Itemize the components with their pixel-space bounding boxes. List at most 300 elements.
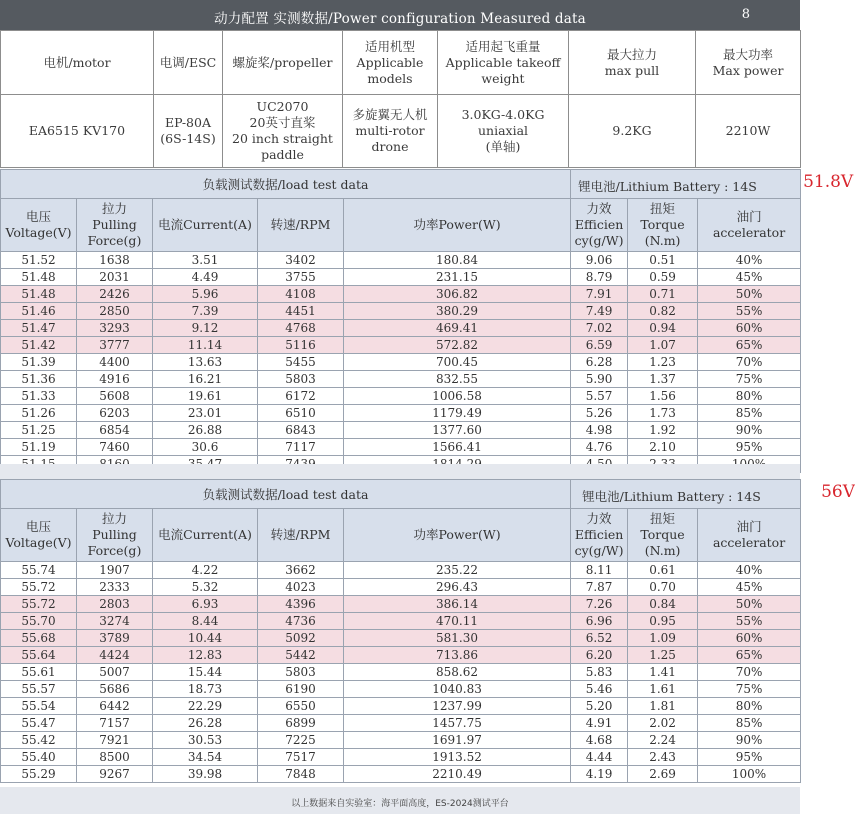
cell-line: 适用机型 xyxy=(364,38,415,54)
propeller-value xyxy=(223,95,343,168)
cell-line: 20英寸直桨 xyxy=(249,115,316,130)
cell-line: Pulling xyxy=(92,527,137,542)
cell-line: (N.m) xyxy=(644,233,681,248)
pulling-force-cell: 3777 xyxy=(77,337,153,354)
pulling-force-cell: 2031 xyxy=(77,269,153,286)
current-cell: 13.63 xyxy=(153,354,258,371)
cell-line: cy(g/W) xyxy=(574,543,624,558)
pulling-force-column-header xyxy=(77,509,153,562)
efficiency-cell: 8.79 xyxy=(571,269,628,286)
power-cell: 1913.52 xyxy=(344,749,571,766)
cell-line: 螺旋桨/propeller xyxy=(232,54,333,70)
rpm-cell: 4108 xyxy=(258,286,344,303)
rpm-cell: 3402 xyxy=(258,252,344,269)
efficiency-cell: 8.11 xyxy=(571,562,628,579)
power-cell: 1457.75 xyxy=(344,715,571,732)
torque-cell: 0.71 xyxy=(628,286,698,303)
motor-value xyxy=(1,95,154,168)
rpm-cell: 5803 xyxy=(258,664,344,681)
torque-cell: 1.25 xyxy=(628,647,698,664)
throttle-cell: 100% xyxy=(698,766,801,783)
efficiency-cell: 6.96 xyxy=(571,613,628,630)
throttle-cell: 70% xyxy=(698,664,801,681)
cell-line: (单轴) xyxy=(485,139,521,154)
table-row xyxy=(1,681,801,698)
rpm-cell: 7117 xyxy=(258,439,344,456)
table-row xyxy=(1,766,801,783)
voltage-cell: 51.47 xyxy=(1,320,77,337)
configuration-header-row xyxy=(1,31,801,95)
power-cell: 858.62 xyxy=(344,664,571,681)
pulling-force-cell: 6442 xyxy=(77,698,153,715)
cell-line: 电调/ESC xyxy=(159,54,217,70)
rpm-cell: 4768 xyxy=(258,320,344,337)
torque-column-header xyxy=(628,509,698,562)
applicable-models-value xyxy=(343,95,438,168)
table-row xyxy=(1,579,801,596)
torque-cell: 1.81 xyxy=(628,698,698,715)
current-cell: 7.39 xyxy=(153,303,258,320)
rpm-cell: 4396 xyxy=(258,596,344,613)
efficiency-cell: 4.91 xyxy=(571,715,628,732)
efficiency-cell: 5.46 xyxy=(571,681,628,698)
efficiency-cell: 6.59 xyxy=(571,337,628,354)
current-cell: 6.93 xyxy=(153,596,258,613)
cell-line: 电压 xyxy=(25,519,51,534)
efficiency-cell: 4.19 xyxy=(571,766,628,783)
table-row xyxy=(1,439,801,456)
cell-line: Force(g) xyxy=(87,543,142,558)
cell-line: 电机/motor xyxy=(43,54,111,70)
power-cell: 235.22 xyxy=(344,562,571,579)
cell-line: models xyxy=(367,70,413,86)
battery-spec: 锂电池/Lithium Battery : 14S xyxy=(582,489,761,504)
rpm-cell: 5442 xyxy=(258,647,344,664)
cell-line: 力效 xyxy=(586,511,612,526)
cell-line: 拉力 xyxy=(101,201,127,216)
table-row xyxy=(1,405,801,422)
table-row xyxy=(1,562,801,579)
rpm-cell: 5116 xyxy=(258,337,344,354)
throttle-cell: 50% xyxy=(698,596,801,613)
takeoff-weight-header xyxy=(438,31,569,95)
throttle-cell: 75% xyxy=(698,681,801,698)
battery-cell xyxy=(571,170,854,199)
current-cell: 15.44 xyxy=(153,664,258,681)
torque-cell: 1.41 xyxy=(628,664,698,681)
current-cell: 4.49 xyxy=(153,269,258,286)
efficiency-cell: 4.68 xyxy=(571,732,628,749)
table-row xyxy=(1,732,801,749)
power-cell: 380.29 xyxy=(344,303,571,320)
power-cell: 386.14 xyxy=(344,596,571,613)
pulling-force-cell: 7157 xyxy=(77,715,153,732)
pulling-force-cell: 5686 xyxy=(77,681,153,698)
current-cell: 16.21 xyxy=(153,371,258,388)
voltage-cell: 55.72 xyxy=(1,596,77,613)
torque-cell: 2.43 xyxy=(628,749,698,766)
load-test-label: 负载测试数据/load test data xyxy=(1,170,571,199)
esc-value xyxy=(154,95,223,168)
load-test-51v8 xyxy=(0,169,854,473)
page-number: 8 xyxy=(741,7,750,22)
torque-cell: 1.61 xyxy=(628,681,698,698)
throttle-cell: 95% xyxy=(698,749,801,766)
cell-line: 转速/RPM xyxy=(270,527,331,542)
battery-cell xyxy=(571,480,855,509)
torque-cell: 0.94 xyxy=(628,320,698,337)
torque-cell: 0.51 xyxy=(628,252,698,269)
torque-cell: 2.02 xyxy=(628,715,698,732)
efficiency-cell: 7.91 xyxy=(571,286,628,303)
cell-line: 最大拉力 xyxy=(606,46,657,62)
rpm-cell: 6172 xyxy=(258,388,344,405)
takeoff-weight-value xyxy=(438,95,569,168)
cell-line: paddle xyxy=(261,147,304,162)
voltage-cell: 55.61 xyxy=(1,664,77,681)
throttle-cell: 45% xyxy=(698,269,801,286)
footer-note: 以上数据来自实验室：海平面高度，ES-2024测试平台 xyxy=(291,799,509,809)
throttle-cell: 50% xyxy=(698,286,801,303)
cell-line: Torque xyxy=(640,527,685,542)
pulling-force-cell: 6203 xyxy=(77,405,153,422)
table-row xyxy=(1,388,801,405)
throttle-cell: 40% xyxy=(698,252,801,269)
torque-cell: 1.23 xyxy=(628,354,698,371)
cell-line: 多旋翼无人机 xyxy=(352,107,428,122)
current-cell: 30.53 xyxy=(153,732,258,749)
cell-line: drone xyxy=(371,139,409,154)
voltage-cell: 55.70 xyxy=(1,613,77,630)
pulling-force-cell: 9267 xyxy=(77,766,153,783)
pulling-force-cell: 1638 xyxy=(77,252,153,269)
cell-line: cy(g/W) xyxy=(574,233,624,248)
rpm-column-header xyxy=(258,199,344,252)
voltage-cell: 55.57 xyxy=(1,681,77,698)
torque-cell: 0.95 xyxy=(628,613,698,630)
table-row xyxy=(1,286,801,303)
pulling-force-cell: 2426 xyxy=(77,286,153,303)
pulling-force-cell: 2803 xyxy=(77,596,153,613)
cell-line: 20 inch straight xyxy=(232,131,333,146)
torque-cell: 0.61 xyxy=(628,562,698,579)
power-column-header xyxy=(344,509,571,562)
power-column-header xyxy=(344,199,571,252)
voltage-cell: 51.25 xyxy=(1,422,77,439)
rpm-cell: 6843 xyxy=(258,422,344,439)
throttle-cell: 75% xyxy=(698,371,801,388)
efficiency-cell: 9.06 xyxy=(571,252,628,269)
table-row xyxy=(1,613,801,630)
voltage-cell: 55.40 xyxy=(1,749,77,766)
power-cell: 713.86 xyxy=(344,647,571,664)
power-cell: 581.30 xyxy=(344,630,571,647)
voltage-cell: 51.33 xyxy=(1,388,77,405)
power-cell: 180.84 xyxy=(344,252,571,269)
cell-line: 电压 xyxy=(25,209,51,224)
power-cell: 1179.49 xyxy=(344,405,571,422)
power-cell: 306.82 xyxy=(344,286,571,303)
torque-cell: 2.24 xyxy=(628,732,698,749)
efficiency-cell: 5.57 xyxy=(571,388,628,405)
cell-line: 扭矩 xyxy=(650,201,676,216)
table-row xyxy=(1,303,801,320)
cell-line: EA6515 KV170 xyxy=(28,123,126,138)
pulling-force-cell: 1907 xyxy=(77,562,153,579)
cell-line: 扭矩 xyxy=(650,511,676,526)
table-row xyxy=(1,715,801,732)
current-cell: 11.14 xyxy=(153,337,258,354)
motor-header xyxy=(1,31,154,95)
max-pull-header xyxy=(569,31,696,95)
max-power-header xyxy=(696,31,801,95)
current-cell: 34.54 xyxy=(153,749,258,766)
voltage-cell: 51.26 xyxy=(1,405,77,422)
column-header-row xyxy=(1,509,801,562)
current-cell: 23.01 xyxy=(153,405,258,422)
throttle-cell: 80% xyxy=(698,388,801,405)
pulling-force-cell: 4400 xyxy=(77,354,153,371)
current-cell: 4.22 xyxy=(153,562,258,579)
efficiency-cell: 6.28 xyxy=(571,354,628,371)
cell-line: Pulling xyxy=(92,217,137,232)
cell-line: Max power xyxy=(712,62,784,78)
voltage-cell: 51.39 xyxy=(1,354,77,371)
rpm-column-header xyxy=(258,509,344,562)
power-cell: 1566.41 xyxy=(344,439,571,456)
cell-line: max pull xyxy=(604,62,660,78)
pulling-force-cell: 5608 xyxy=(77,388,153,405)
efficiency-cell: 6.52 xyxy=(571,630,628,647)
cell-line: 功率Power(W) xyxy=(413,217,501,232)
table-row xyxy=(1,664,801,681)
rpm-cell: 7225 xyxy=(258,732,344,749)
table-row xyxy=(1,749,801,766)
table-row xyxy=(1,647,801,664)
rpm-cell: 4451 xyxy=(258,303,344,320)
pulling-force-cell: 7460 xyxy=(77,439,153,456)
pulling-force-cell: 5007 xyxy=(77,664,153,681)
battery-spec: 锂电池/Lithium Battery : 14S xyxy=(578,179,757,194)
torque-cell: 1.07 xyxy=(628,337,698,354)
rpm-cell: 3755 xyxy=(258,269,344,286)
torque-column-header xyxy=(628,199,698,252)
cell-line: Applicable xyxy=(356,54,424,70)
cell-line: 功率Power(W) xyxy=(413,527,501,542)
title-bar xyxy=(0,0,800,30)
cell-line: Applicable takeoff xyxy=(445,54,561,70)
power-cell: 231.15 xyxy=(344,269,571,286)
pulling-force-cell: 3274 xyxy=(77,613,153,630)
load-test-table xyxy=(0,479,855,783)
efficiency-column-header xyxy=(571,199,628,252)
power-cell: 1006.58 xyxy=(344,388,571,405)
rpm-cell: 5455 xyxy=(258,354,344,371)
voltage-cell: 55.64 xyxy=(1,647,77,664)
current-cell: 39.98 xyxy=(153,766,258,783)
propeller-header xyxy=(223,31,343,95)
efficiency-cell: 4.98 xyxy=(571,422,628,439)
torque-cell: 0.70 xyxy=(628,579,698,596)
efficiency-cell: 7.26 xyxy=(571,596,628,613)
voltage-cell: 51.36 xyxy=(1,371,77,388)
torque-cell: 0.82 xyxy=(628,303,698,320)
test-voltage: 56V xyxy=(821,482,855,502)
torque-cell: 1.56 xyxy=(628,388,698,405)
efficiency-cell: 6.20 xyxy=(571,647,628,664)
efficiency-column-header xyxy=(571,509,628,562)
throttle-cell: 95% xyxy=(698,439,801,456)
cell-line: Efficien xyxy=(574,217,624,232)
throttle-cell: 80% xyxy=(698,698,801,715)
power-cell: 1040.83 xyxy=(344,681,571,698)
throttle-column-header xyxy=(698,199,801,252)
throttle-column-header xyxy=(698,509,801,562)
rpm-cell: 7848 xyxy=(258,766,344,783)
cell-line: 适用起飞重量 xyxy=(465,38,541,54)
voltage-cell: 51.42 xyxy=(1,337,77,354)
throttle-cell: 45% xyxy=(698,579,801,596)
test-voltage: 51.8V xyxy=(803,172,854,192)
voltage-cell: 55.74 xyxy=(1,562,77,579)
table-row xyxy=(1,337,801,354)
voltage-cell: 55.68 xyxy=(1,630,77,647)
voltage-cell: 51.19 xyxy=(1,439,77,456)
table-row xyxy=(1,630,801,647)
rpm-cell: 6899 xyxy=(258,715,344,732)
configuration-table xyxy=(0,30,801,168)
power-cell: 2210.49 xyxy=(344,766,571,783)
cell-line: Voltage(V) xyxy=(5,225,72,240)
torque-cell: 1.92 xyxy=(628,422,698,439)
efficiency-cell: 4.76 xyxy=(571,439,628,456)
cell-line: UC2070 xyxy=(256,99,309,114)
pulling-force-cell: 2333 xyxy=(77,579,153,596)
pulling-force-cell: 6854 xyxy=(77,422,153,439)
voltage-cell: 51.48 xyxy=(1,269,77,286)
load-test-banner xyxy=(1,480,801,509)
power-cell: 296.43 xyxy=(344,579,571,596)
max-power-value xyxy=(696,95,801,168)
throttle-cell: 65% xyxy=(698,337,801,354)
configuration-value-row xyxy=(1,95,801,168)
current-cell: 22.29 xyxy=(153,698,258,715)
cell-line: multi-rotor xyxy=(355,123,425,138)
throttle-cell: 60% xyxy=(698,320,801,337)
cell-line: 拉力 xyxy=(101,511,127,526)
pulling-force-cell: 2850 xyxy=(77,303,153,320)
column-header-row xyxy=(1,199,801,252)
load-test-label: 负载测试数据/load test data xyxy=(1,480,571,509)
cell-line: 2210W xyxy=(725,123,771,138)
load-test-56v xyxy=(0,479,855,783)
current-cell: 8.44 xyxy=(153,613,258,630)
cell-line: 最大功率 xyxy=(722,46,773,62)
table-row xyxy=(1,698,801,715)
efficiency-cell: 5.83 xyxy=(571,664,628,681)
cell-line: (6S-14S) xyxy=(160,131,216,146)
max-pull-value xyxy=(569,95,696,168)
cell-line: 力效 xyxy=(586,201,612,216)
current-column-header xyxy=(153,509,258,562)
pulling-force-column-header xyxy=(77,199,153,252)
voltage-cell: 55.29 xyxy=(1,766,77,783)
power-cell: 1237.99 xyxy=(344,698,571,715)
throttle-cell: 55% xyxy=(698,613,801,630)
voltage-cell: 55.72 xyxy=(1,579,77,596)
pulling-force-cell: 3789 xyxy=(77,630,153,647)
pulling-force-cell: 4424 xyxy=(77,647,153,664)
throttle-cell: 70% xyxy=(698,354,801,371)
rpm-cell: 6510 xyxy=(258,405,344,422)
cell-line: 转速/RPM xyxy=(270,217,331,232)
cell-line: Force(g) xyxy=(87,233,142,248)
table-row xyxy=(1,371,801,388)
cell-line: 油门 xyxy=(736,209,762,224)
power-cell: 572.82 xyxy=(344,337,571,354)
throttle-cell: 90% xyxy=(698,732,801,749)
throttle-cell: 85% xyxy=(698,405,801,422)
table-row xyxy=(1,596,801,613)
page-title: 动力配置 实测数据/Power configuration Measured data xyxy=(214,11,586,27)
cell-line: weight xyxy=(481,70,525,86)
current-cell: 5.96 xyxy=(153,286,258,303)
rpm-cell: 4736 xyxy=(258,613,344,630)
load-test-table xyxy=(0,169,854,473)
torque-cell: 1.73 xyxy=(628,405,698,422)
torque-cell: 2.69 xyxy=(628,766,698,783)
current-cell: 30.6 xyxy=(153,439,258,456)
power-cell: 832.55 xyxy=(344,371,571,388)
throttle-cell: 60% xyxy=(698,630,801,647)
table-row xyxy=(1,269,801,286)
current-cell: 9.12 xyxy=(153,320,258,337)
efficiency-cell: 4.44 xyxy=(571,749,628,766)
table-row xyxy=(1,354,801,371)
power-cell: 469.41 xyxy=(344,320,571,337)
throttle-cell: 40% xyxy=(698,562,801,579)
cell-line: (N.m) xyxy=(644,543,681,558)
power-cell: 470.11 xyxy=(344,613,571,630)
power-cell: 1691.97 xyxy=(344,732,571,749)
current-cell: 18.73 xyxy=(153,681,258,698)
esc-header xyxy=(154,31,223,95)
current-cell: 26.88 xyxy=(153,422,258,439)
cell-line: 电流Current(A) xyxy=(158,217,252,232)
table-row xyxy=(1,422,801,439)
cell-line: 9.2KG xyxy=(612,123,652,138)
voltage-column-header xyxy=(1,199,77,252)
voltage-cell: 55.42 xyxy=(1,732,77,749)
table-row xyxy=(1,252,801,269)
torque-cell: 0.84 xyxy=(628,596,698,613)
voltage-column-header xyxy=(1,509,77,562)
efficiency-cell: 7.49 xyxy=(571,303,628,320)
rpm-cell: 6190 xyxy=(258,681,344,698)
current-column-header xyxy=(153,199,258,252)
current-cell: 26.28 xyxy=(153,715,258,732)
efficiency-cell: 7.87 xyxy=(571,579,628,596)
efficiency-cell: 7.02 xyxy=(571,320,628,337)
cell-line: Voltage(V) xyxy=(5,535,72,550)
current-cell: 19.61 xyxy=(153,388,258,405)
cell-line: 3.0KG-4.0KG xyxy=(461,107,545,122)
torque-cell: 2.10 xyxy=(628,439,698,456)
pulling-force-cell: 8500 xyxy=(77,749,153,766)
cell-line: 油门 xyxy=(736,519,762,534)
voltage-cell: 55.47 xyxy=(1,715,77,732)
throttle-cell: 85% xyxy=(698,715,801,732)
